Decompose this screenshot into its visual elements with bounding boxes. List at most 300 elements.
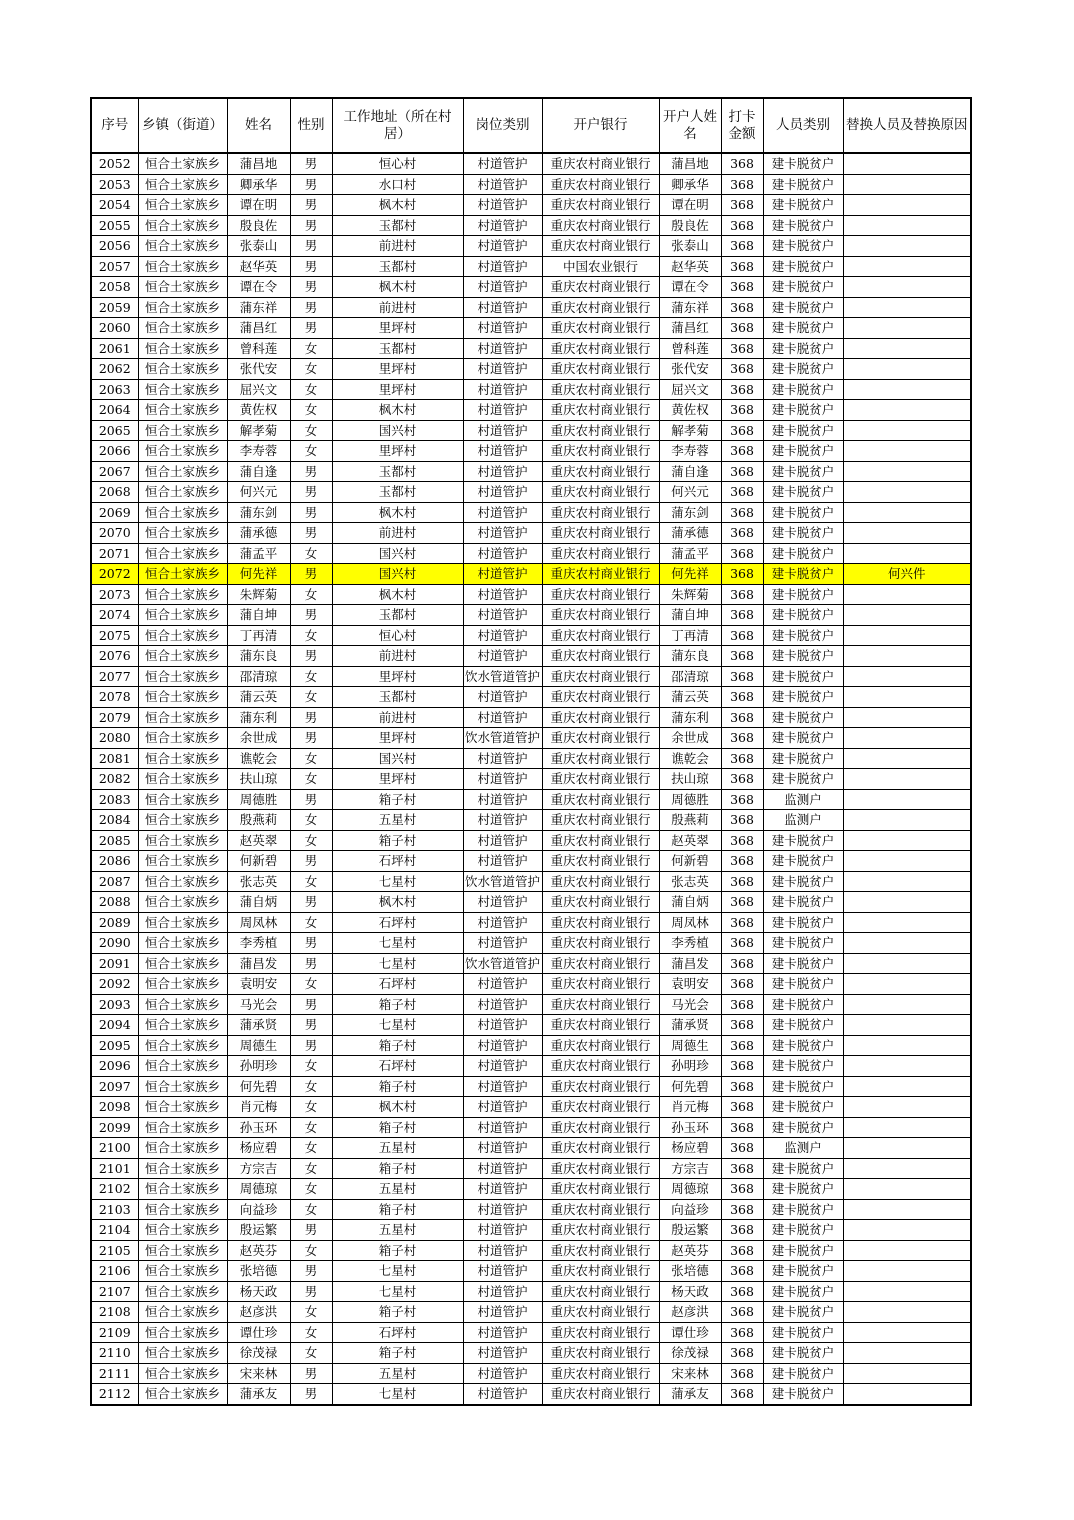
cell-account-holder: 张代安 xyxy=(659,359,721,380)
cell-job-category: 村道管护 xyxy=(463,359,542,380)
cell-work-address: 枫木村 xyxy=(332,400,463,421)
cell-name: 赵华英 xyxy=(227,256,290,277)
cell-job-category: 村道管护 xyxy=(463,441,542,462)
cell-account-holder: 蒲东剑 xyxy=(659,502,721,523)
cell-work-address: 七星村 xyxy=(332,933,463,954)
cell-amount: 368 xyxy=(721,830,763,851)
table-row xyxy=(91,994,971,1015)
cell-person-category: 建卡脱贫户 xyxy=(763,933,843,954)
cell-bank: 重庆农村商业银行 xyxy=(542,1343,659,1364)
cell-amount: 368 xyxy=(721,1117,763,1138)
cell-township: 恒合土家族乡 xyxy=(138,728,227,749)
cell-township: 恒合土家族乡 xyxy=(138,1281,227,1302)
cell-township: 恒合土家族乡 xyxy=(138,769,227,790)
cell-gender: 男 xyxy=(290,174,332,195)
cell-work-address: 国兴村 xyxy=(332,420,463,441)
cell-amount: 368 xyxy=(721,1220,763,1241)
cell-bank: 重庆农村商业银行 xyxy=(542,789,659,810)
cell-person-category: 建卡脱贫户 xyxy=(763,1097,843,1118)
cell-township: 恒合土家族乡 xyxy=(138,338,227,359)
table-row xyxy=(91,666,971,687)
cell-job-category: 饮水管道管护 xyxy=(463,666,542,687)
table-row xyxy=(91,912,971,933)
cell-name: 蒲东利 xyxy=(227,707,290,728)
cell-bank: 重庆农村商业银行 xyxy=(542,1076,659,1097)
cell-name: 李秀植 xyxy=(227,933,290,954)
cell-bank: 重庆农村商业银行 xyxy=(542,174,659,195)
cell-index: 2104 xyxy=(91,1220,138,1241)
cell-person-category: 建卡脱贫户 xyxy=(763,543,843,564)
cell-job-category: 村道管护 xyxy=(463,195,542,216)
cell-job-category: 村道管护 xyxy=(463,584,542,605)
cell-gender: 女 xyxy=(290,1199,332,1220)
cell-township: 恒合土家族乡 xyxy=(138,543,227,564)
cell-replacement xyxy=(843,502,971,523)
cell-gender: 男 xyxy=(290,605,332,626)
cell-township: 恒合土家族乡 xyxy=(138,707,227,728)
cell-work-address: 箱子村 xyxy=(332,830,463,851)
cell-gender: 女 xyxy=(290,912,332,933)
cell-township: 恒合土家族乡 xyxy=(138,1384,227,1405)
cell-township: 恒合土家族乡 xyxy=(138,1199,227,1220)
header-replacement: 替换人员及替换原因 xyxy=(843,98,971,153)
cell-work-address: 里坪村 xyxy=(332,359,463,380)
cell-replacement xyxy=(843,974,971,995)
cell-index: 2090 xyxy=(91,933,138,954)
cell-township: 恒合土家族乡 xyxy=(138,1302,227,1323)
cell-job-category: 村道管护 xyxy=(463,1363,542,1384)
cell-name: 邵清琼 xyxy=(227,666,290,687)
cell-bank: 重庆农村商业银行 xyxy=(542,666,659,687)
cell-replacement xyxy=(843,666,971,687)
cell-index: 2076 xyxy=(91,646,138,667)
cell-person-category: 建卡脱贫户 xyxy=(763,830,843,851)
cell-person-category: 建卡脱贫户 xyxy=(763,1056,843,1077)
cell-amount: 368 xyxy=(721,1343,763,1364)
cell-person-category: 建卡脱贫户 xyxy=(763,482,843,503)
cell-account-holder: 屈兴文 xyxy=(659,379,721,400)
cell-name: 解孝菊 xyxy=(227,420,290,441)
cell-job-category: 村道管护 xyxy=(463,1384,542,1405)
cell-township: 恒合土家族乡 xyxy=(138,1056,227,1077)
cell-replacement xyxy=(843,461,971,482)
cell-bank: 重庆农村商业银行 xyxy=(542,912,659,933)
cell-gender: 男 xyxy=(290,953,332,974)
table-row xyxy=(91,523,971,544)
cell-gender: 女 xyxy=(290,1138,332,1159)
cell-person-category: 建卡脱贫户 xyxy=(763,994,843,1015)
cell-replacement xyxy=(843,482,971,503)
cell-person-category: 建卡脱贫户 xyxy=(763,646,843,667)
cell-index: 2068 xyxy=(91,482,138,503)
cell-gender: 男 xyxy=(290,256,332,277)
cell-township: 恒合土家族乡 xyxy=(138,359,227,380)
cell-person-category: 监测户 xyxy=(763,1138,843,1159)
cell-township: 恒合土家族乡 xyxy=(138,912,227,933)
cell-name: 方宗吉 xyxy=(227,1158,290,1179)
cell-work-address: 玉都村 xyxy=(332,461,463,482)
cell-job-category: 村道管护 xyxy=(463,1343,542,1364)
cell-index: 2089 xyxy=(91,912,138,933)
cell-amount: 368 xyxy=(721,892,763,913)
cell-replacement xyxy=(843,851,971,872)
cell-work-address: 国兴村 xyxy=(332,564,463,585)
cell-job-category: 村道管护 xyxy=(463,1158,542,1179)
table-row xyxy=(91,1056,971,1077)
table-row xyxy=(91,830,971,851)
cell-replacement xyxy=(843,1220,971,1241)
cell-township: 恒合土家族乡 xyxy=(138,584,227,605)
cell-account-holder: 何先碧 xyxy=(659,1076,721,1097)
cell-index: 2077 xyxy=(91,666,138,687)
cell-index: 2067 xyxy=(91,461,138,482)
cell-gender: 男 xyxy=(290,215,332,236)
cell-person-category: 建卡脱贫户 xyxy=(763,1322,843,1343)
cell-amount: 368 xyxy=(721,482,763,503)
cell-amount: 368 xyxy=(721,502,763,523)
cell-amount: 368 xyxy=(721,1281,763,1302)
cell-replacement xyxy=(843,543,971,564)
cell-person-category: 建卡脱贫户 xyxy=(763,174,843,195)
cell-work-address: 箱子村 xyxy=(332,1158,463,1179)
cell-replacement xyxy=(843,1363,971,1384)
cell-gender: 男 xyxy=(290,318,332,339)
cell-index: 2097 xyxy=(91,1076,138,1097)
cell-amount: 368 xyxy=(721,912,763,933)
header-row xyxy=(91,98,971,153)
cell-work-address: 枫木村 xyxy=(332,584,463,605)
cell-township: 恒合土家族乡 xyxy=(138,953,227,974)
cell-bank: 重庆农村商业银行 xyxy=(542,318,659,339)
cell-bank: 重庆农村商业银行 xyxy=(542,851,659,872)
cell-bank: 重庆农村商业银行 xyxy=(542,482,659,503)
cell-bank: 重庆农村商业银行 xyxy=(542,1097,659,1118)
cell-replacement xyxy=(843,523,971,544)
cell-replacement xyxy=(843,830,971,851)
cell-township: 恒合土家族乡 xyxy=(138,830,227,851)
table-row xyxy=(91,687,971,708)
cell-gender: 男 xyxy=(290,297,332,318)
cell-gender: 男 xyxy=(290,1015,332,1036)
cell-account-holder: 马光会 xyxy=(659,994,721,1015)
cell-bank: 重庆农村商业银行 xyxy=(542,441,659,462)
cell-job-category: 村道管护 xyxy=(463,1035,542,1056)
cell-person-category: 建卡脱贫户 xyxy=(763,256,843,277)
cell-township: 恒合土家族乡 xyxy=(138,1343,227,1364)
cell-job-category: 村道管护 xyxy=(463,153,542,174)
cell-township: 恒合土家族乡 xyxy=(138,564,227,585)
table-row xyxy=(91,236,971,257)
cell-index: 2111 xyxy=(91,1363,138,1384)
cell-bank: 重庆农村商业银行 xyxy=(542,502,659,523)
cell-name: 肖元梅 xyxy=(227,1097,290,1118)
table-row xyxy=(91,297,971,318)
cell-gender: 男 xyxy=(290,1220,332,1241)
cell-amount: 368 xyxy=(721,1076,763,1097)
cell-gender: 女 xyxy=(290,1302,332,1323)
cell-bank: 重庆农村商业银行 xyxy=(542,974,659,995)
cell-bank: 重庆农村商业银行 xyxy=(542,1179,659,1200)
cell-work-address: 箱子村 xyxy=(332,789,463,810)
cell-gender: 男 xyxy=(290,1363,332,1384)
cell-township: 恒合土家族乡 xyxy=(138,851,227,872)
cell-index: 2078 xyxy=(91,687,138,708)
table-row xyxy=(91,441,971,462)
cell-bank: 重庆农村商业银行 xyxy=(542,1322,659,1343)
cell-work-address: 里坪村 xyxy=(332,318,463,339)
cell-work-address: 前进村 xyxy=(332,236,463,257)
cell-amount: 368 xyxy=(721,810,763,831)
table-row xyxy=(91,789,971,810)
cell-bank: 重庆农村商业银行 xyxy=(542,933,659,954)
cell-job-category: 饮水管道管护 xyxy=(463,953,542,974)
cell-replacement xyxy=(843,994,971,1015)
table-row xyxy=(91,1097,971,1118)
cell-account-holder: 蒲承友 xyxy=(659,1384,721,1405)
cell-bank: 重庆农村商业银行 xyxy=(542,1302,659,1323)
cell-person-category: 建卡脱贫户 xyxy=(763,1158,843,1179)
header-amount: 打卡金额 xyxy=(721,98,763,153)
cell-bank: 重庆农村商业银行 xyxy=(542,584,659,605)
cell-job-category: 村道管护 xyxy=(463,318,542,339)
cell-job-category: 村道管护 xyxy=(463,174,542,195)
table-row xyxy=(91,728,971,749)
cell-name: 殷良佐 xyxy=(227,215,290,236)
cell-replacement xyxy=(843,687,971,708)
cell-job-category: 村道管护 xyxy=(463,400,542,421)
cell-job-category: 村道管护 xyxy=(463,1056,542,1077)
table-row xyxy=(91,174,971,195)
cell-amount: 368 xyxy=(721,277,763,298)
cell-work-address: 箱子村 xyxy=(332,1343,463,1364)
cell-amount: 368 xyxy=(721,1097,763,1118)
cell-job-category: 村道管护 xyxy=(463,1138,542,1159)
cell-job-category: 村道管护 xyxy=(463,236,542,257)
cell-amount: 368 xyxy=(721,256,763,277)
cell-amount: 368 xyxy=(721,318,763,339)
cell-person-category: 建卡脱贫户 xyxy=(763,297,843,318)
cell-account-holder: 蒲云英 xyxy=(659,687,721,708)
cell-amount: 368 xyxy=(721,1240,763,1261)
cell-account-holder: 宋来林 xyxy=(659,1363,721,1384)
cell-person-category: 建卡脱贫户 xyxy=(763,1199,843,1220)
cell-township: 恒合土家族乡 xyxy=(138,400,227,421)
cell-account-holder: 张志英 xyxy=(659,871,721,892)
cell-job-category: 村道管护 xyxy=(463,1281,542,1302)
cell-gender: 女 xyxy=(290,830,332,851)
cell-replacement xyxy=(843,420,971,441)
cell-account-holder: 张泰山 xyxy=(659,236,721,257)
cell-person-category: 建卡脱贫户 xyxy=(763,195,843,216)
cell-name: 杨应碧 xyxy=(227,1138,290,1159)
cell-work-address: 七星村 xyxy=(332,1384,463,1405)
cell-job-category: 村道管护 xyxy=(463,1302,542,1323)
cell-name: 卿承华 xyxy=(227,174,290,195)
cell-township: 恒合土家族乡 xyxy=(138,646,227,667)
cell-index: 2087 xyxy=(91,871,138,892)
cell-replacement xyxy=(843,769,971,790)
cell-index: 2083 xyxy=(91,789,138,810)
cell-person-category: 监测户 xyxy=(763,789,843,810)
cell-job-category: 村道管护 xyxy=(463,646,542,667)
cell-gender: 女 xyxy=(290,769,332,790)
cell-index: 2080 xyxy=(91,728,138,749)
cell-account-holder: 蒲东利 xyxy=(659,707,721,728)
cell-account-holder: 蒲承贤 xyxy=(659,1015,721,1036)
cell-township: 恒合土家族乡 xyxy=(138,482,227,503)
cell-gender: 女 xyxy=(290,974,332,995)
cell-replacement xyxy=(843,584,971,605)
cell-township: 恒合土家族乡 xyxy=(138,277,227,298)
cell-index: 2106 xyxy=(91,1261,138,1282)
cell-bank: 重庆农村商业银行 xyxy=(542,523,659,544)
cell-township: 恒合土家族乡 xyxy=(138,195,227,216)
cell-township: 恒合土家族乡 xyxy=(138,1261,227,1282)
cell-replacement xyxy=(843,1056,971,1077)
cell-index: 2082 xyxy=(91,769,138,790)
cell-job-category: 村道管护 xyxy=(463,933,542,954)
cell-replacement xyxy=(843,441,971,462)
cell-job-category: 村道管护 xyxy=(463,1261,542,1282)
cell-replacement xyxy=(843,318,971,339)
cell-index: 2079 xyxy=(91,707,138,728)
cell-name: 蒲东剑 xyxy=(227,502,290,523)
table-row xyxy=(91,338,971,359)
cell-gender: 女 xyxy=(290,1343,332,1364)
cell-replacement xyxy=(843,195,971,216)
cell-bank: 重庆农村商业银行 xyxy=(542,646,659,667)
cell-account-holder: 李寿蓉 xyxy=(659,441,721,462)
cell-gender: 男 xyxy=(290,564,332,585)
cell-township: 恒合土家族乡 xyxy=(138,318,227,339)
cell-index: 2099 xyxy=(91,1117,138,1138)
cell-person-category: 建卡脱贫户 xyxy=(763,379,843,400)
cell-person-category: 建卡脱贫户 xyxy=(763,502,843,523)
cell-township: 恒合土家族乡 xyxy=(138,441,227,462)
cell-work-address: 国兴村 xyxy=(332,543,463,564)
table-row xyxy=(91,625,971,646)
cell-amount: 368 xyxy=(721,1158,763,1179)
cell-job-category: 村道管护 xyxy=(463,1097,542,1118)
header-person-category: 人员类别 xyxy=(763,98,843,153)
cell-amount: 368 xyxy=(721,1261,763,1282)
cell-bank: 中国农业银行 xyxy=(542,256,659,277)
cell-index: 2054 xyxy=(91,195,138,216)
table-row xyxy=(91,851,971,872)
cell-name: 赵彦洪 xyxy=(227,1302,290,1323)
cell-work-address: 五星村 xyxy=(332,810,463,831)
cell-name: 孙玉环 xyxy=(227,1117,290,1138)
cell-person-category: 建卡脱贫户 xyxy=(763,851,843,872)
cell-replacement xyxy=(843,1199,971,1220)
cell-gender: 男 xyxy=(290,461,332,482)
cell-job-category: 村道管护 xyxy=(463,420,542,441)
cell-replacement xyxy=(843,297,971,318)
cell-work-address: 前进村 xyxy=(332,297,463,318)
cell-amount: 368 xyxy=(721,523,763,544)
cell-index: 2081 xyxy=(91,748,138,769)
table-row xyxy=(91,892,971,913)
cell-account-holder: 朱辉菊 xyxy=(659,584,721,605)
cell-amount: 368 xyxy=(721,195,763,216)
cell-amount: 368 xyxy=(721,400,763,421)
cell-account-holder: 袁明安 xyxy=(659,974,721,995)
cell-index: 2084 xyxy=(91,810,138,831)
cell-amount: 368 xyxy=(721,564,763,585)
cell-work-address: 水口村 xyxy=(332,174,463,195)
cell-account-holder: 蒲东良 xyxy=(659,646,721,667)
cell-account-holder: 蒲自坤 xyxy=(659,605,721,626)
cell-bank: 重庆农村商业银行 xyxy=(542,953,659,974)
cell-name: 徐茂禄 xyxy=(227,1343,290,1364)
cell-gender: 男 xyxy=(290,789,332,810)
cell-amount: 368 xyxy=(721,174,763,195)
cell-work-address: 恒心村 xyxy=(332,625,463,646)
cell-bank: 重庆农村商业银行 xyxy=(542,195,659,216)
cell-amount: 368 xyxy=(721,1035,763,1056)
cell-account-holder: 谭在令 xyxy=(659,277,721,298)
cell-job-category: 村道管护 xyxy=(463,502,542,523)
cell-bank: 重庆农村商业银行 xyxy=(542,1015,659,1036)
table-row xyxy=(91,1322,971,1343)
cell-account-holder: 何兴元 xyxy=(659,482,721,503)
cell-name: 李寿蓉 xyxy=(227,441,290,462)
cell-amount: 368 xyxy=(721,666,763,687)
cell-account-holder: 肖元梅 xyxy=(659,1097,721,1118)
cell-person-category: 建卡脱贫户 xyxy=(763,1261,843,1282)
cell-replacement xyxy=(843,1261,971,1282)
cell-person-category: 建卡脱贫户 xyxy=(763,1220,843,1241)
cell-gender: 男 xyxy=(290,236,332,257)
cell-bank: 重庆农村商业银行 xyxy=(542,748,659,769)
cell-account-holder: 周凤林 xyxy=(659,912,721,933)
cell-name: 谭在令 xyxy=(227,277,290,298)
cell-person-category: 建卡脱贫户 xyxy=(763,1281,843,1302)
cell-person-category: 建卡脱贫户 xyxy=(763,605,843,626)
cell-bank: 重庆农村商业银行 xyxy=(542,871,659,892)
cell-name: 张泰山 xyxy=(227,236,290,257)
cell-amount: 368 xyxy=(721,153,763,174)
cell-index: 2059 xyxy=(91,297,138,318)
table-row xyxy=(91,543,971,564)
cell-index: 2062 xyxy=(91,359,138,380)
cell-work-address: 石坪村 xyxy=(332,1322,463,1343)
cell-gender: 女 xyxy=(290,871,332,892)
table-row xyxy=(91,1035,971,1056)
cell-replacement xyxy=(843,871,971,892)
cell-name: 殷燕莉 xyxy=(227,810,290,831)
cell-replacement xyxy=(843,1076,971,1097)
cell-person-category: 建卡脱贫户 xyxy=(763,1343,843,1364)
cell-gender: 女 xyxy=(290,400,332,421)
cell-township: 恒合土家族乡 xyxy=(138,1322,227,1343)
cell-amount: 368 xyxy=(721,236,763,257)
cell-name: 丁再清 xyxy=(227,625,290,646)
header-index: 序号 xyxy=(91,98,138,153)
cell-bank: 重庆农村商业银行 xyxy=(542,277,659,298)
cell-person-category: 建卡脱贫户 xyxy=(763,420,843,441)
cell-bank: 重庆农村商业银行 xyxy=(542,461,659,482)
cell-work-address: 石坪村 xyxy=(332,974,463,995)
cell-name: 何先碧 xyxy=(227,1076,290,1097)
cell-job-category: 饮水管道管护 xyxy=(463,871,542,892)
cell-person-category: 监测户 xyxy=(763,810,843,831)
cell-work-address: 玉都村 xyxy=(332,338,463,359)
cell-bank: 重庆农村商业银行 xyxy=(542,420,659,441)
cell-index: 2053 xyxy=(91,174,138,195)
header-account-holder: 开户人姓名 xyxy=(659,98,721,153)
cell-bank: 重庆农村商业银行 xyxy=(542,1220,659,1241)
